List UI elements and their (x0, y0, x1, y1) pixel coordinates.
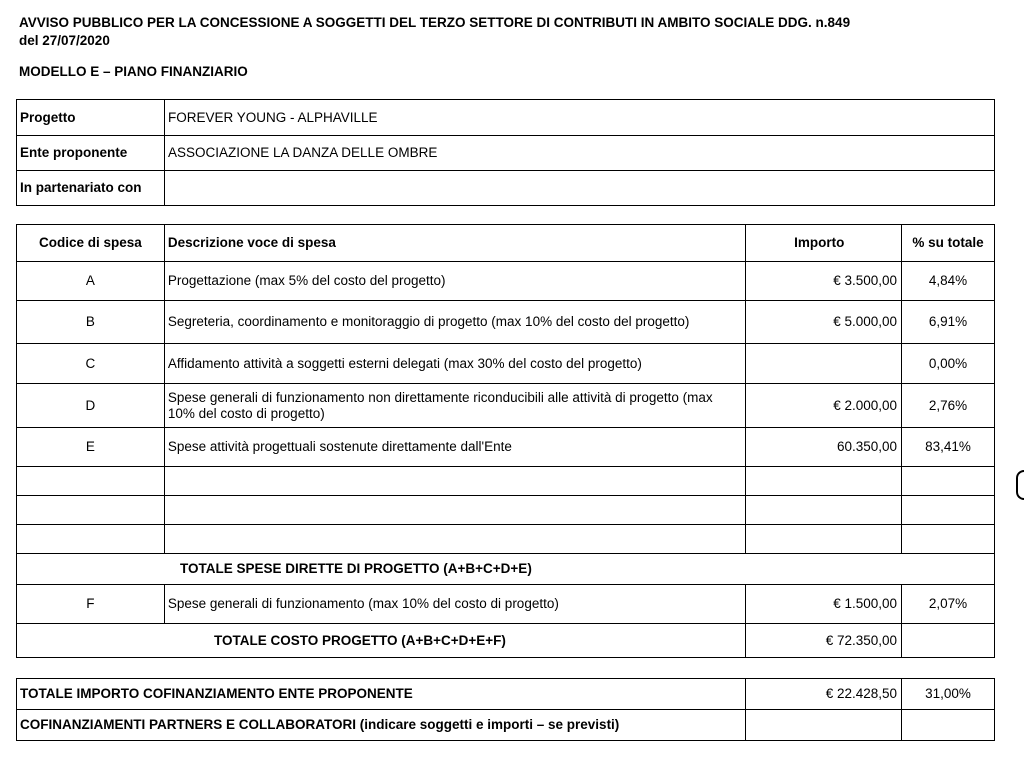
grand-total-amount: € 72.350,00 (746, 624, 902, 658)
item-description: Affidamento attività a soggetti esterni delegati (max 30% del costo del progetto) (164, 344, 745, 384)
item-percent: 2,76% (902, 384, 995, 428)
item-description: Spese generali di funzionamento (max 10% del costo di progetto) (164, 585, 745, 624)
header-amount: Importo (746, 225, 902, 262)
cofinancing-table (16, 678, 995, 741)
item-description: Progettazione (max 5% del costo del progetto) (164, 262, 745, 301)
grand-total-label: TOTALE COSTO PROGETTO (A+B+C+D+E+F) (214, 632, 506, 648)
header-description: Descrizione voce di spesa (164, 225, 745, 262)
info-row-ente (17, 136, 995, 171)
item-percent: 83,41% (902, 428, 995, 467)
item-code: D (17, 384, 165, 428)
info-label: Ente proponente (17, 136, 165, 171)
direct-total-label: TOTALE SPESE DIRETTE DI PROGETTO (A+B+C+D+E) (180, 561, 532, 576)
item-percent: 6,91% (902, 301, 995, 344)
item-description: Spese generali di funzionamento non direttamente riconducibili alle attività di progetto (max 10% del costo di progetto) (164, 384, 745, 428)
item-amount: € 5.000,00 (746, 301, 902, 344)
item-amount (746, 344, 902, 384)
empty-row (17, 525, 995, 554)
table-row (17, 262, 995, 301)
budget-table (16, 224, 995, 658)
item-code: B (17, 301, 165, 344)
item-code: E (17, 428, 165, 467)
cofinancing-ente-row (17, 679, 995, 710)
info-value: FOREVER YOUNG - ALPHAVILLE (165, 100, 995, 136)
item-code: A (17, 262, 165, 301)
info-value (165, 171, 995, 206)
info-row-project (17, 100, 995, 136)
item-amount: € 3.500,00 (746, 262, 902, 301)
edge-artifact (1016, 470, 1024, 500)
budget-header-row (17, 225, 995, 262)
cofinancing-ente-label: TOTALE IMPORTO COFINANZIAMENTO ENTE PROPONENTE (17, 679, 746, 710)
item-code: C (17, 344, 165, 384)
document-subtitle: MODELLO E – PIANO FINANZIARIO (19, 64, 248, 79)
info-label: Progetto (17, 100, 165, 136)
cofinancing-partners-row (17, 710, 995, 741)
table-row (17, 301, 995, 344)
direct-total-row (17, 554, 995, 585)
item-percent: 0,00% (902, 344, 995, 384)
title-line-1: AVVISO PUBBLICO PER LA CONCESSIONE A SOGGETTI DEL TERZO SETTORE DI CONTRIBUTI IN AMBITO SOCIALE DDG. n.849 (19, 15, 851, 30)
info-label: In partenariato con (17, 171, 165, 206)
header-percent: % su totale (902, 225, 995, 262)
item-description: Spese attività progettuali sostenute direttamente dall'Ente (164, 428, 745, 467)
item-amount: € 1.500,00 (746, 585, 902, 624)
table-row (17, 384, 995, 428)
table-row (17, 344, 995, 384)
empty-row (17, 467, 995, 496)
cofinancing-ente-percent: 31,00% (902, 679, 995, 710)
project-info-table (16, 99, 995, 206)
info-value: ASSOCIAZIONE LA DANZA DELLE OMBRE (165, 136, 995, 171)
header-code: Codice di spesa (17, 225, 165, 262)
item-amount: € 2.000,00 (746, 384, 902, 428)
item-amount: 60.350,00 (746, 428, 902, 467)
item-percent: 2,07% (902, 585, 995, 624)
title-line-2: del 27/07/2020 (19, 33, 110, 48)
grand-total-row (17, 624, 995, 658)
table-row (17, 585, 995, 624)
document-title (19, 14, 850, 50)
empty-row (17, 496, 995, 525)
table-row (17, 428, 995, 467)
info-row-partners (17, 171, 995, 206)
item-code: F (17, 585, 165, 624)
item-description: Segreteria, coordinamento e monitoraggio di progetto (max 10% del costo del progetto) (164, 301, 745, 344)
cofinancing-partners-label: COFINANZIAMENTI PARTNERS E COLLABORATORI (indicare soggetti e importi – se previsti) (17, 710, 746, 741)
cofinancing-ente-amount: € 22.428,50 (746, 679, 902, 710)
item-percent: 4,84% (902, 262, 995, 301)
